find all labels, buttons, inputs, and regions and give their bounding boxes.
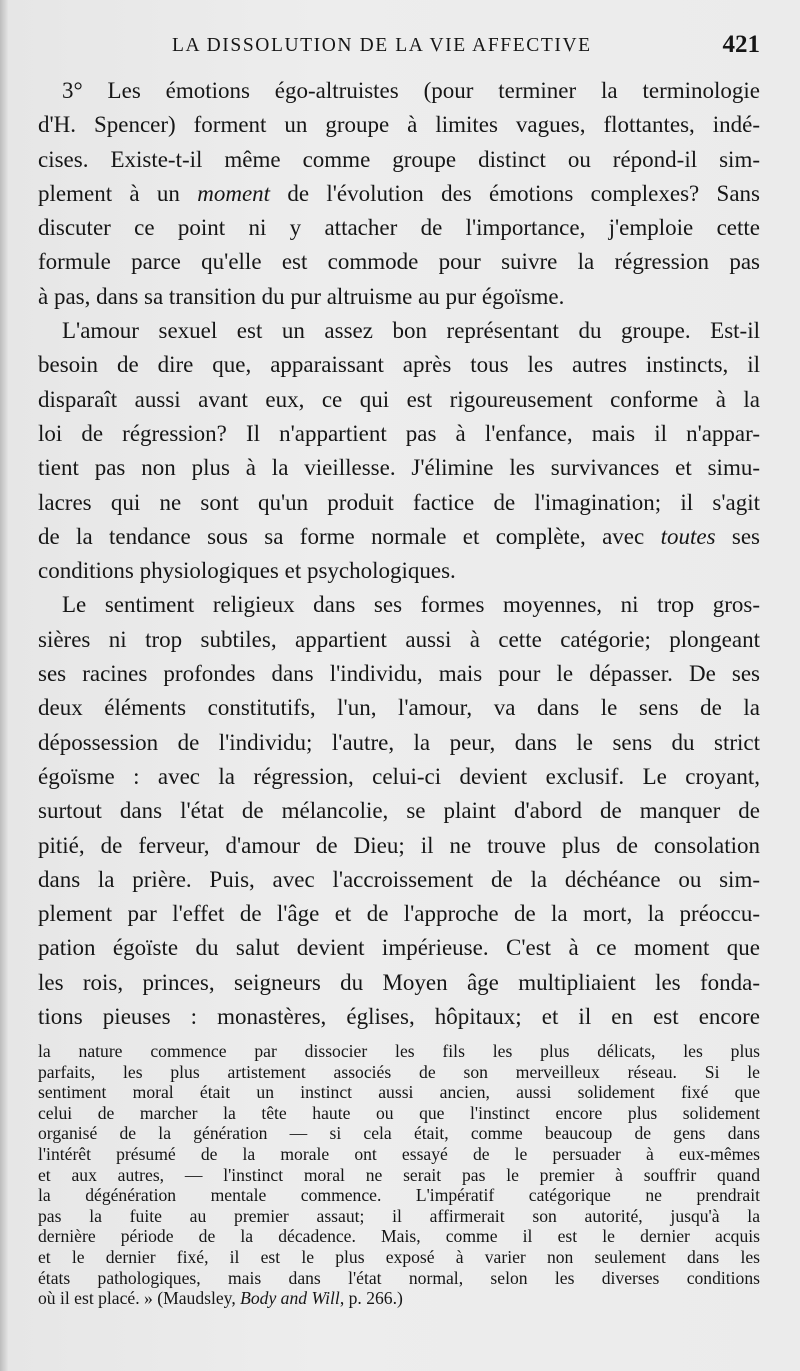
- text-run: Le sentiment religieux dans ses formes moyennes, ni trop gros-: [62, 592, 760, 618]
- text-run: à pas, dans sa transition du pur altruisme au pur égoïsme.: [38, 283, 565, 309]
- footnote-line: [38, 1103, 760, 1124]
- text-line: [38, 108, 760, 142]
- footnote-line: [38, 1268, 760, 1289]
- text-run: l'intérêt présumé de la morale ont essayé de le persuader à eux-mêmes: [38, 1143, 760, 1164]
- text-line: [38, 177, 760, 211]
- footnote-line: [38, 1041, 760, 1062]
- text-run: sentiment moral était un instinct aussi ancien, aussi solidement fixé que: [38, 1082, 760, 1103]
- text-run: tient pas non plus à la vieillesse. J'élimine les survivances et simu-: [38, 455, 760, 481]
- text-run: celui de marcher la tête haute ou que l'instinct encore plus solidement: [38, 1102, 760, 1123]
- text-run: ses: [715, 523, 760, 549]
- main-text: [38, 74, 760, 1034]
- text-run: de l'évolution des émotions complexes? Sans: [270, 180, 760, 206]
- text-run: états pathologiques, mais dans l'état normal, selon les diverses conditions: [38, 1267, 760, 1288]
- text-run: et aux autres, — l'instinct moral ne serait pas le premier à souffrir quand: [38, 1164, 760, 1185]
- footnote: [38, 1041, 760, 1309]
- page-number: 421: [722, 31, 760, 58]
- text-line: [38, 829, 760, 863]
- text-line: [38, 897, 760, 931]
- italic-text: toutes: [660, 523, 716, 549]
- text-run: la dégénération mentale commence. L'impératif catégorique ne prendrait: [38, 1185, 760, 1206]
- text-line: [38, 74, 760, 108]
- text-run: cises. Existe-t-il même comme groupe distinct ou répond-il sim-: [38, 146, 760, 172]
- italic-text: Body and Will: [240, 1288, 340, 1309]
- text-run: dépossession de l'individu; l'autre, la peur, dans le sens du strict: [38, 729, 760, 755]
- text-run: pas la fuite au premier assaut; il affirmerait son autorité, jusqu'à la: [38, 1205, 760, 1226]
- footnote-line: [38, 1062, 760, 1083]
- text-line: [38, 760, 760, 794]
- text-run: plement par l'effet de l'âge et de l'approche de la mort, la préoccu-: [38, 901, 760, 927]
- text-run: et le dernier fixé, il est le plus exposé à varier non seulement dans les: [38, 1246, 760, 1267]
- footnote-line: [38, 1144, 760, 1165]
- text-line: [38, 417, 760, 451]
- text-run: 3° Les émotions égo-altruistes (pour terminer la terminologie: [62, 78, 760, 103]
- text-line: [38, 794, 760, 828]
- text-run: surtout dans l'état de mélancolie, se plaint d'abord de manquer de: [38, 798, 760, 824]
- page-binding-edge: [0, 0, 8, 1371]
- text-line: [38, 280, 760, 314]
- text-line: [38, 314, 760, 348]
- text-run: pation égoïste du salut devient impérieuse. C'est à ce moment que: [38, 935, 760, 961]
- text-run: organisé de la génération — si cela était, comme beaucoup de gens dans: [38, 1123, 760, 1144]
- footnote-line: [38, 1123, 760, 1144]
- footnote-line: [38, 1165, 760, 1186]
- text-run: sières ni trop subtiles, appartient aussi à cette catégorie; plongeant: [38, 626, 760, 652]
- footnote-line: [38, 1185, 760, 1206]
- text-run: L'amour sexuel est un assez bon représentant du groupe. Est-il: [62, 318, 760, 344]
- text-line: [38, 143, 760, 177]
- text-run: loi de régression? Il n'appartient pas à l'enfance, mais il n'appar-: [38, 420, 760, 446]
- text-run: les rois, princes, seigneurs du Moyen âge multipliaient les fonda-: [38, 969, 760, 995]
- text-run: conditions physiologiques et psychologiques.: [38, 558, 456, 584]
- text-run: plement à un: [38, 180, 198, 206]
- text-line: [38, 623, 760, 657]
- text-line: [38, 486, 760, 520]
- text-run: ses racines profondes dans l'individu, mais pour le dépasser. De ses: [38, 661, 760, 687]
- text-run: parfaits, les plus artistement associés de son merveilleux réseau. Si le: [38, 1061, 760, 1082]
- text-run: deux éléments constitutifs, l'un, l'amour, va dans le sens de la: [38, 695, 760, 721]
- text-line: [38, 348, 760, 382]
- text-line: [38, 383, 760, 417]
- running-title: LA DISSOLUTION DE LA VIE AFFECTIVE: [172, 35, 592, 56]
- text-run: d'H. Spencer) forment un groupe à limites vagues, flottantes, indé-: [38, 112, 760, 138]
- text-run: discuter ce point ni y attacher de l'importance, j'emploie cette: [38, 215, 760, 241]
- text-run: tions pieuses : monastères, églises, hôpitaux; et il en est encore: [38, 1004, 760, 1030]
- text-line: [38, 931, 760, 965]
- text-run: pitié, de ferveur, d'amour de Dieu; il ne trouve plus de consolation: [38, 832, 760, 858]
- text-line: [38, 520, 760, 554]
- text-run: où il est placé. » (Maudsley,: [38, 1288, 241, 1309]
- text-line: [38, 211, 760, 245]
- text-run: égoïsme : avec la régression, celui-ci devient exclusif. Le croyant,: [38, 763, 760, 789]
- text-line: [38, 863, 760, 897]
- page-header: [38, 32, 760, 62]
- text-run: disparaît aussi avant eux, ce qui est rigoureusement conforme à la: [38, 386, 760, 412]
- text-line: [38, 554, 760, 588]
- text-run: besoin de dire que, apparaissant après tous les autres instincts, il: [38, 352, 760, 378]
- footnote-line: [38, 1288, 760, 1309]
- text-line: [38, 588, 760, 622]
- text-line: [38, 966, 760, 1000]
- text-line: [38, 691, 760, 725]
- text-run: lacres qui ne sont qu'un produit factice de l'imagination; il s'agit: [38, 489, 760, 515]
- text-line: [38, 245, 760, 279]
- text-line: [38, 451, 760, 485]
- footnote-line: [38, 1226, 760, 1247]
- italic-text: moment: [197, 180, 271, 206]
- text-run: formule parce qu'elle est commode pour suivre la régression pas: [38, 249, 760, 275]
- footnote-line: [38, 1082, 760, 1103]
- text-run: , p. 266.): [339, 1288, 403, 1309]
- text-run: de la tendance sous sa forme normale et complète, avec: [38, 523, 661, 549]
- text-line: [38, 726, 760, 760]
- text-line: [38, 1000, 760, 1034]
- text-run: la nature commence par dissocier les fils les plus délicats, les plus: [38, 1041, 760, 1061]
- text-run: dernière période de la décadence. Mais, comme il est le dernier acquis: [38, 1226, 760, 1247]
- footnote-line: [38, 1206, 760, 1227]
- footnote-line: [38, 1247, 760, 1268]
- text-run: dans la prière. Puis, avec l'accroissement de la déchéance ou sim-: [38, 866, 760, 892]
- text-line: [38, 657, 760, 691]
